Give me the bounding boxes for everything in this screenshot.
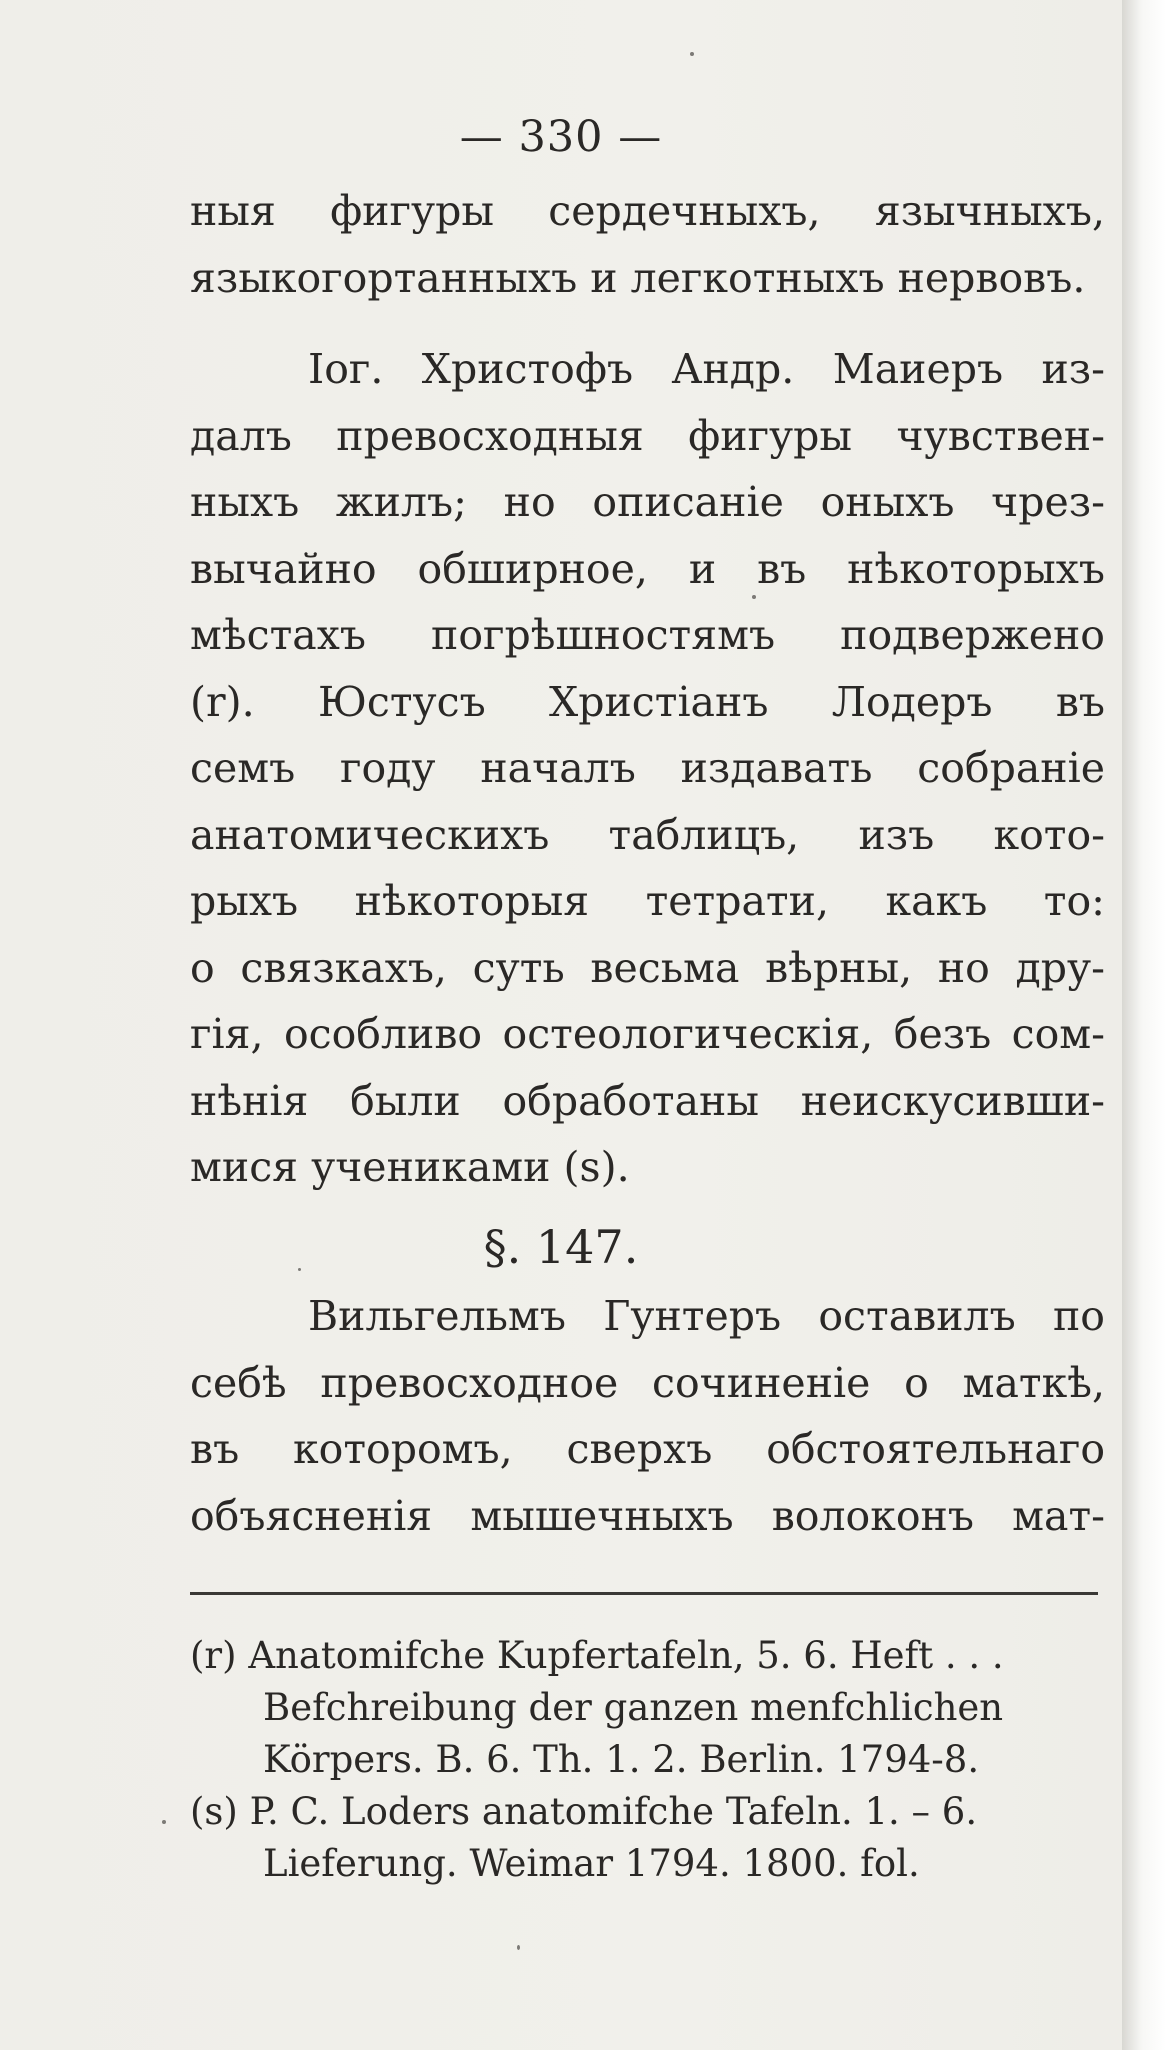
text-line: объясненія мышечныхъ волоконъ мат- — [190, 1491, 1105, 1540]
text-line: Вильгельмъ Гунтеръ оставилъ по — [308, 1292, 1105, 1340]
text-line: о связкахъ, суть весьма вѣрны, но дру- — [190, 943, 1105, 992]
page-number: — 330 — — [459, 112, 663, 162]
text-line: языкогортанныхъ и легкотныхъ нервовъ. — [190, 253, 1086, 302]
text-line: анатомическихъ таблицъ, изъ кото- — [190, 810, 1105, 859]
text-line: ныхъ жилъ; но описаніе оныхъ чрез- — [190, 478, 1105, 526]
text-line: семъ году началъ издавать собраніе — [190, 744, 1105, 792]
paragraph-meyer-loder — [190, 336, 1105, 1201]
paragraph-hunter — [190, 1283, 1105, 1549]
footnote-s — [190, 1786, 1105, 1890]
page-edge — [1122, 0, 1166, 2050]
footnote-text: Anatomifche Kupfertafeln, 5. 6. Heft . . . — [248, 1634, 1004, 1677]
footnote-text: P. C. Loders anatomifche Tafeln. 1. – 6. — [249, 1790, 978, 1833]
text-line: вычайно обширное, и въ нѣкоторыхъ — [190, 544, 1105, 593]
text-line: въ которомъ, сверхъ обстоятельнаго — [190, 1425, 1105, 1473]
text-line: нѣнія были обработаны неискусивши- — [190, 1076, 1105, 1125]
text-line: мися учениками (s). — [190, 1143, 630, 1191]
text-line: себѣ превосходное сочиненіе о маткѣ, — [190, 1358, 1105, 1407]
text-line: далъ превосходныя фигуры чувствен- — [190, 411, 1105, 460]
text-line: (r). Юстусъ Христіанъ Лодеръ въ — [190, 677, 1105, 726]
footnote-text: Lieferung. Weimar 1794. 1800. fol. — [263, 1842, 920, 1885]
footnote-text: Befchreibung der ganzen menfchlichen — [263, 1686, 1004, 1729]
text-line: ныя фигуры сердечныхъ, язычныхъ, — [190, 187, 1105, 235]
section-heading: §. 147. — [483, 1220, 639, 1274]
paragraph-continuation — [190, 178, 1105, 311]
text-line: мѣстахъ погрѣшностямъ подвержено — [190, 611, 1105, 659]
footnote-text: Körpers. B. 6. Th. 1. 2. Berlin. 1794-8. — [263, 1738, 980, 1781]
paper-speck — [690, 52, 694, 56]
footnote-r — [190, 1630, 1105, 1786]
paper-speck — [752, 595, 756, 599]
text-line: рыхъ нѣкоторыя тетрати, какъ то: — [190, 877, 1105, 925]
footnote-marker: (s) — [190, 1790, 238, 1833]
text-line: Iог. Христофъ Андр. Маиеръ из- — [308, 345, 1105, 393]
paper-speck — [162, 1820, 166, 1824]
paper-speck — [517, 1945, 520, 1950]
footnote-marker: (r) — [190, 1634, 237, 1677]
paper-speck — [298, 1268, 301, 1271]
footnotes — [190, 1630, 1105, 1890]
footnote-divider — [190, 1592, 1098, 1595]
text-line: гія, особливо остеологическія, безъ сом- — [190, 1010, 1105, 1058]
